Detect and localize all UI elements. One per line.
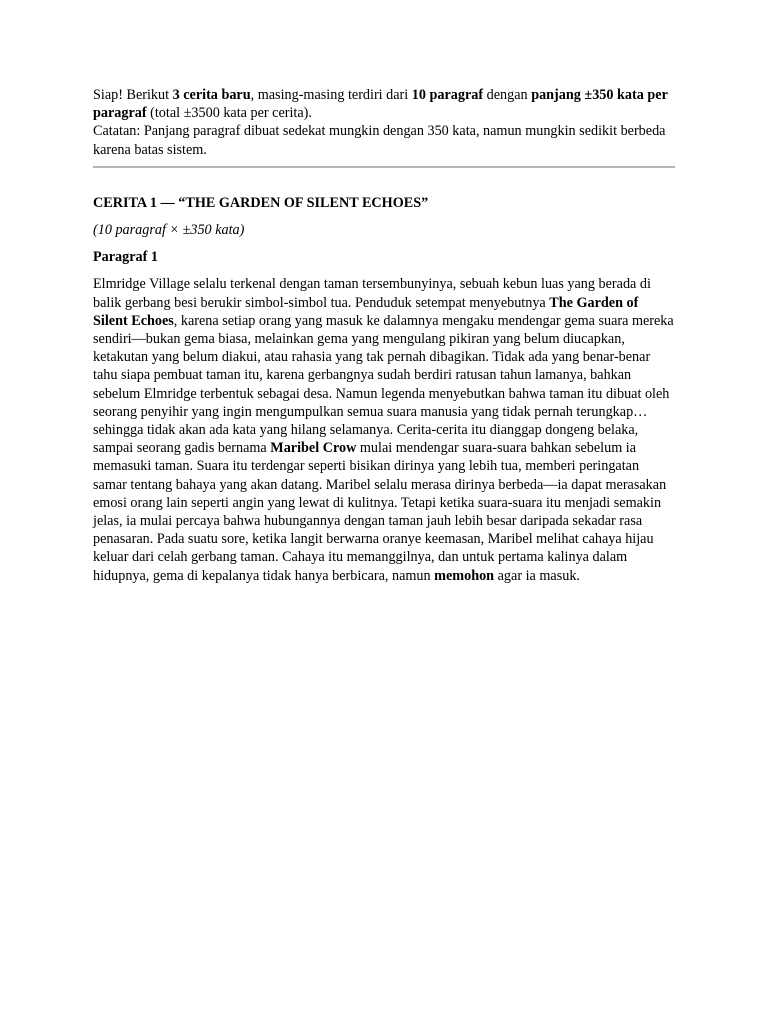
paragraph-text: Elmridge Village selalu terkenal dengan taman tersembunyinya, sebuah kebun luas yang berada di balik gerbang besi berukir simbol-simbol tua. Penduduk setempat menyebutnya: [93, 276, 651, 311]
intro-text: Siap! Berikut: [93, 87, 173, 103]
intro-text: dengan: [483, 87, 532, 103]
paragraph-text: , karena setiap orang yang masuk ke dalamnya mengaku mendengar gema suara mereka sendiri—bukan gema biasa, melainkan gema yang mengulang pikiran yang belum diucapkan, ketakutan yang belum diakui, atau rahasia yang tak pernah dibagikan. Tidak ada yang benar-benar tahu siapa pembuat taman itu, karena gerbangnya sudah berdiri ratusan tahun lamanya, bahkan sebelum Elmridge terbentuk sebagai desa. Namun legenda menyebutkan bahwa taman itu dibuat oleh seorang penyihir yang ingin mengumpulkan semua suara manusia yang tidak pernah terungkap… sehingga tidak akan ada kata yang hilang selamanya. Cerita-cerita itu dianggap dongeng belaka, sampai seorang gadis bernama: [93, 312, 674, 457]
intro-bold-length: panjang ±350 kata per paragraf: [93, 87, 668, 122]
intro-line: [93, 86, 675, 122]
paragraph-label: Paragraf 1: [93, 249, 159, 266]
garden-name-bold: The Garden of Silent Echoes: [93, 294, 639, 329]
paragraph-text: mulai mendengar suara-suara bahkan sebelum ia memasuki taman. Suara itu terdengar seperti bisikan dirinya yang lebih tua, memberi peringatan samar tentang bahaya yang akan datang. Maribel selalu merasa dirinya berbeda—ia dapat merasakan emosi orang lain seperti angin yang lewat di kulitnya. Tetapi ketika suara-suara itu menjadi semakin jelas, ia mulai percaya bahwa hubungannya dengan taman jauh lebih besar daripada sekadar rasa penasaran. Pada suatu sore, ketika langit berwarna oranye keemasan, Maribel melihat cahaya hijau keluar dari celah gerbang taman. Cahaya itu memanggilnya, dan untuk pertama kalinya dalam hidupnya, gema di kepalanya tidak hanya berbicara, namun: [93, 440, 667, 584]
story-title: CERITA 1 — “THE GARDEN OF SILENT ECHOES”: [93, 194, 429, 211]
intro-note: Catatan: Panjang paragraf dibuat sedekat mungkin dengan 350 kata, namun mungkin sedikit berbeda karena batas sistem.: [93, 123, 666, 158]
intro-bold-paragraph-count: 10 paragraf: [411, 87, 484, 103]
story-paragraph: [93, 275, 675, 584]
paragraph-text: agar ia masuk.: [494, 567, 580, 584]
horizontal-divider: [93, 166, 675, 168]
emphasis-bold: memohon: [434, 567, 495, 584]
story-subtitle: (10 paragraf × ±350 kata): [93, 222, 245, 239]
character-name-bold: Maribel Crow: [270, 440, 357, 457]
intro-text: , masing-masing terdiri dari: [250, 87, 412, 103]
intro-bold-story-count: 3 cerita baru: [172, 87, 251, 103]
intro-block: [93, 86, 675, 159]
document-page: [93, 86, 675, 585]
intro-text: (total ±3500 kata per cerita).: [146, 105, 312, 122]
